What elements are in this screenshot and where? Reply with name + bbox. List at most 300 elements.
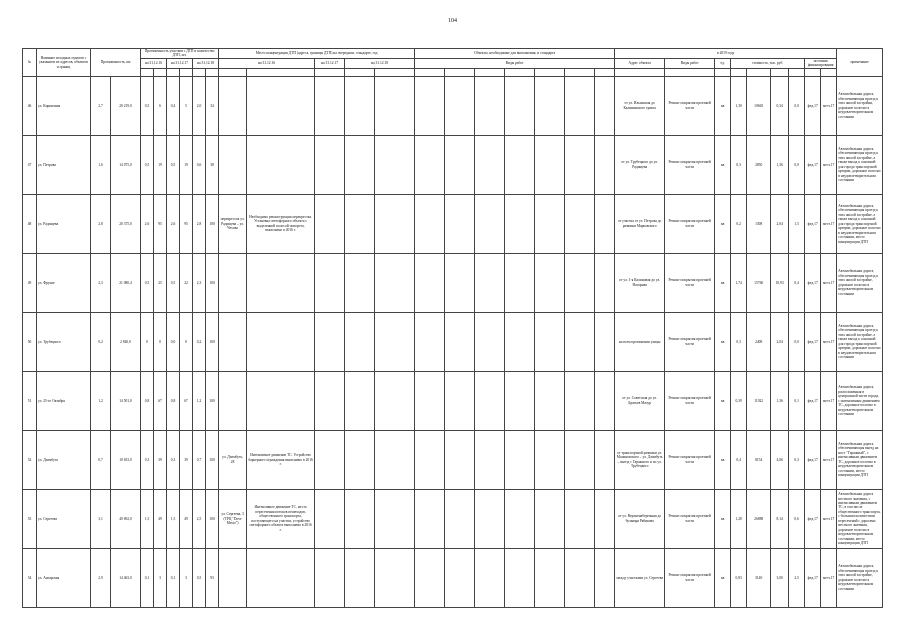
unit-cell: кв (715, 135, 731, 194)
object-address-cell: от ул. Советская до ул. Братьев Мазур (615, 371, 665, 430)
empty-cell (375, 135, 415, 194)
qty-1-cell: 1,74 (731, 253, 747, 312)
work-type-cell: Ремонт покрытия проезжей части (665, 76, 715, 135)
acc-1-cell: 0,5 (141, 253, 154, 312)
qty-3-cell: 10,93 (771, 253, 789, 312)
acc-3-cell: 0,8 (167, 371, 180, 430)
acc-2-cell: 67 (154, 371, 167, 430)
empty-cell (345, 253, 375, 312)
acc-4-cell: 5 (180, 76, 193, 135)
note-cell: Автомобильная дорога, обеспечивающая выезд на мост "Гаражный", с интенсивным движением ТС, дорожное полотно в неудовлетворительном состоянии, место концентрации ДТП (837, 430, 883, 489)
empty-cell (595, 430, 615, 489)
year-c-header: на 31.12.18 (193, 58, 219, 68)
empty-cell (565, 76, 595, 135)
empty-cell (445, 135, 475, 194)
acc-3-cell: 0,4 (167, 76, 180, 135)
length-cell: 2,7 (91, 76, 111, 135)
work-type-cell: Ремонт покрытия проезжей части (665, 312, 715, 371)
acc-6-cell: 34 (206, 76, 219, 135)
work-type-cell: Ремонт покрытия проезжей части (665, 548, 715, 607)
empty-cell (595, 135, 615, 194)
area-cell: 14 501,0 (111, 371, 141, 430)
qty-1-cell: 0,3 (731, 312, 747, 371)
finance-1-cell: фед.17 (805, 135, 821, 194)
dtp-place-cell: перекресток ул. Радищева – ул. Чехова (219, 194, 247, 253)
acc-4-cell: 19 (180, 135, 193, 194)
street-name-cell: ул. Кирпичная (37, 76, 91, 135)
qty-3-cell: 1,36 (771, 135, 789, 194)
street-name-cell: ул. Ангарская (37, 548, 91, 607)
table-row (23, 548, 883, 607)
qty-3-cell: 4,06 (771, 430, 789, 489)
qty-3-cell: 1,36 (771, 371, 789, 430)
empty-cell (475, 76, 505, 135)
row-number-cell: 50 (23, 312, 37, 371)
empty-cell (475, 548, 505, 607)
empty-cell (345, 489, 375, 548)
unit-cell: кв (715, 371, 731, 430)
dtp-measure-cell (247, 548, 315, 607)
acc-5-cell: 0,6 (193, 135, 206, 194)
table-row (23, 371, 883, 430)
unit-cell: кв (715, 548, 731, 607)
empty-cell (535, 312, 565, 371)
row-number-cell: 53 (23, 489, 37, 548)
empty-cell (315, 430, 345, 489)
note-cell: Автомобильная дорога, обеспечивающая проезд к этих жилой застройке, дорожное полотно в неудовлетворительном состоянии (837, 548, 883, 607)
dtp-place-cell (219, 312, 247, 371)
unit-cell: кв (715, 430, 731, 489)
empty-cell (445, 489, 475, 548)
dtp-place-cell (219, 135, 247, 194)
street-name-cell: ул. Трубецкого (37, 312, 91, 371)
empty-cell (375, 253, 415, 312)
row-number-cell: 51 (23, 371, 37, 430)
work-type-cell: Ремонт покрытия проезжей части (665, 194, 715, 253)
qty-1-cell: 1,30 (731, 76, 747, 135)
acc-6-cell: 100 (206, 489, 219, 548)
acc-2-cell: 0 (154, 312, 167, 371)
empty-cell (375, 371, 415, 430)
empty-cell (565, 548, 595, 607)
cost-header: стоимость, тыс. руб. (731, 58, 805, 68)
qty-2-cell: 10665 (747, 76, 771, 135)
acc-1-cell: 0 (141, 312, 154, 371)
empty-cell (505, 76, 535, 135)
acc-5-cell: 0,5 (193, 548, 206, 607)
note-cell: Автомобильная дорога, обеспечивающая проезд к этих жилой застройке, а также выход к основной для города транспортной артерии, дорожное полотно в неудовлетворительном состоянии (837, 312, 883, 371)
dtp-measure-cell (247, 371, 315, 430)
work-type-cell: Ремонт покрытия проезжей части (665, 371, 715, 430)
area-cell: 14 463,0 (111, 548, 141, 607)
page-number: 104 (448, 18, 457, 24)
empty-cell (315, 76, 345, 135)
empty-cell (345, 548, 375, 607)
object-address-cell: от ул. Верхненабережная до бульвара Рябикова (615, 489, 665, 548)
qty-3-cell: 2,04 (771, 194, 789, 253)
dtp-measure-cell (247, 76, 315, 135)
object-address-cell: от ул. 1-я Калиновая до ул. Нагорная (615, 253, 665, 312)
acc-3-cell: 1,5 (167, 489, 180, 548)
works-header: Виды работ (415, 58, 615, 68)
acc-2-cell: 49 (154, 489, 167, 548)
dtp-place-cell: ул. Сергеева, 3 (ТРЦ "Dove Mesto") (219, 489, 247, 548)
acc-5-cell: 2,3 (193, 253, 206, 312)
work-type-cell: Ремонт покрытия проезжей части (665, 430, 715, 489)
empty-cell (505, 430, 535, 489)
empty-cell (315, 253, 345, 312)
qty-2-cell: 15760 (747, 253, 771, 312)
acc-3-cell: 0,5 (167, 135, 180, 194)
dtp-measure-cell: Необходимо реконструкция перекрестка. Установка светофорного объекта с выделенной полосой поворота, выполнено в 2016 г. (247, 194, 315, 253)
acc-4-cell: 95 (180, 194, 193, 253)
row-number-cell: 48 (23, 194, 37, 253)
empty-cell (595, 371, 615, 430)
table-row (23, 489, 883, 548)
empty-cell (445, 312, 475, 371)
empty-cell (535, 548, 565, 607)
col-year-2019-header: в 2019 году (615, 49, 837, 59)
acc-4-cell: 67 (180, 371, 193, 430)
qty-2-cell: 26888 (747, 489, 771, 548)
qty-3-cell: 0,34 (771, 76, 789, 135)
qty-4-cell: 2,5 (789, 548, 805, 607)
empty-cell (505, 253, 535, 312)
measures-year-c-header: на 31.12.18 (345, 58, 415, 68)
empty-cell (595, 312, 615, 371)
acc-6-cell: 100 (206, 312, 219, 371)
finance-1-cell: фед.17 (805, 430, 821, 489)
empty-cell (535, 253, 565, 312)
length-cell: 2,3 (91, 253, 111, 312)
dtp-measure-cell (247, 135, 315, 194)
finance-2-cell: мест.17 (821, 135, 837, 194)
length-cell: 1,6 (91, 135, 111, 194)
acc-6-cell: 38 (206, 135, 219, 194)
empty-cell (505, 548, 535, 607)
street-name-cell: ул. Радищева (37, 194, 91, 253)
col-accidents-header: Протяженность участков с ДТП и количество ДТП, шт. (141, 49, 219, 59)
acc-1-cell: 0,5 (141, 76, 154, 135)
street-name-cell: ул. Сергеева (37, 489, 91, 548)
empty-cell (445, 253, 475, 312)
finance-1-cell: фед.17 (805, 194, 821, 253)
dtp-place-cell (219, 76, 247, 135)
empty-cell (445, 76, 475, 135)
works-2019-header: Виды работ (665, 58, 715, 68)
acc-4-cell: 0 (180, 312, 193, 371)
qty-3-cell: 2,04 (771, 312, 789, 371)
qty-4-cell: 0,3 (789, 430, 805, 489)
dtp-measure-cell: Интенсивное движение ТС, место пересечения потоков пешеходов, общественного транспорта, поступающего на участки, устройство светофорного объекта выполнено в 2016 г. (247, 489, 315, 548)
empty-cell (595, 548, 615, 607)
empty-cell (375, 430, 415, 489)
empty-cell (505, 312, 535, 371)
empty-cell (475, 135, 505, 194)
work-type-cell: Ремонт покрытия проезжей части (665, 135, 715, 194)
acc-3-cell: 0,1 (167, 548, 180, 607)
qty-2-cell: 8154 (747, 430, 771, 489)
acc-2-cell: 19 (154, 135, 167, 194)
empty-cell (415, 312, 445, 371)
acc-1-cell: 0,3 (141, 430, 154, 489)
table-row (23, 135, 883, 194)
table-row (23, 194, 883, 253)
finance-2-cell: мест.17 (821, 371, 837, 430)
qty-3-cell: 3,00 (771, 548, 789, 607)
area-cell: 40 692,0 (111, 489, 141, 548)
note-cell: Автомобильная дорога, обеспечивающая проезд к этих жилой застройке, а также выход к основной для города транспортной артерии, дорожное полотно в неудовлетворительном состоянии, место концентрации ДТП (837, 194, 883, 253)
empty-cell (445, 548, 475, 607)
acc-6-cell: 100 (206, 253, 219, 312)
empty-cell (565, 430, 595, 489)
empty-cell (315, 194, 345, 253)
finance-2-cell: мест.17 (821, 548, 837, 607)
empty-cell (565, 312, 595, 371)
col-density-header: Протяженность, км (91, 49, 141, 77)
note-cell: Автомобильная дорога, обеспечивающая проезд к этих жилой застройки, дорожное полотно в неудовлетворительном состоянии (837, 76, 883, 135)
empty-cell (595, 76, 615, 135)
area-cell: 21 080,4 (111, 253, 141, 312)
acc-3-cell: 0,5 (167, 253, 180, 312)
table-row (23, 253, 883, 312)
col-plan-header: Объекты, необходимые для выполнения, и стандарта (415, 49, 615, 59)
qty-2-cell: 3140 (747, 548, 771, 607)
table-row (23, 76, 883, 135)
measures-year-a-header: на 31.12.16 (219, 58, 315, 68)
area-cell: 14 075,0 (111, 135, 141, 194)
object-address-cell: от транспортной развязки ул. Малиновского – ул. Дзимбуть – выезд с Гаражного и по ул. Трубецкого (615, 430, 665, 489)
qty-1-cell: 0,3 (731, 135, 747, 194)
length-cell: 0,2 (91, 312, 111, 371)
empty-cell (505, 489, 535, 548)
empty-cell (595, 194, 615, 253)
dtp-measure-cell (247, 253, 315, 312)
empty-cell (565, 371, 595, 430)
area-cell: 20 375,0 (111, 194, 141, 253)
empty-cell (415, 253, 445, 312)
empty-cell (375, 194, 415, 253)
qty-4-cell: 1,5 (789, 194, 805, 253)
qty-4-cell: 0,6 (789, 489, 805, 548)
empty-cell (375, 312, 415, 371)
finance-1-cell: фед.17 (805, 76, 821, 135)
finance-2-cell: мест.17 (821, 253, 837, 312)
note-cell: Автомобильная дорога местного значения, с интенсивным движением ТС, в том числе общественного транспорта, с большим количеством пересечений с дорогами местного значения, дорожное полотно в неудовлетворительном состоянии, место концентрации ДТП (837, 489, 883, 548)
road-table-sheet (22, 48, 883, 616)
acc-4-cell: 3 (180, 548, 193, 607)
empty-cell (375, 76, 415, 135)
acc-5-cell: 2,8 (193, 194, 206, 253)
road-works-table (22, 48, 883, 608)
finance-2-cell: мест.17 (821, 430, 837, 489)
table-row (23, 430, 883, 489)
col-number-header: № (23, 49, 37, 77)
acc-6-cell: 100 (206, 430, 219, 489)
empty-cell (345, 430, 375, 489)
empty-cell (315, 548, 345, 607)
empty-cell (415, 135, 445, 194)
length-cell: 1,2 (91, 371, 111, 430)
empty-cell (315, 312, 345, 371)
qty-2-cell: 2408 (747, 312, 771, 371)
row-number-cell: 52 (23, 430, 37, 489)
finance-2-cell: мест.17 (821, 76, 837, 135)
empty-cell (475, 194, 505, 253)
finance-1-cell: фед.17 (805, 489, 821, 548)
acc-6-cell: 100 (206, 194, 219, 253)
acc-4-cell: 39 (180, 430, 193, 489)
empty-cell (565, 194, 595, 253)
work-type-cell: Ремонт покрытия проезжей части (665, 489, 715, 548)
qty-4-cell: 0,0 (789, 312, 805, 371)
acc-4-cell: 22 (180, 253, 193, 312)
dtp-place-cell (219, 548, 247, 607)
year-a-header: на 31.12.16 (141, 58, 167, 68)
finance-1-cell: фед.17 (805, 253, 821, 312)
finance-1-cell: фед.17 (805, 312, 821, 371)
acc-1-cell: 0,8 (141, 371, 154, 430)
object-address-cell: на всем протяжении улицы (615, 312, 665, 371)
empty-cell (315, 489, 345, 548)
qty-2-cell: 1308 (747, 194, 771, 253)
area-cell: 2 840,0 (111, 312, 141, 371)
empty-cell (475, 489, 505, 548)
object-address-cell: от участка от ул. Петрова до развязки Марковского (615, 194, 665, 253)
acc-1-cell: 2,6 (141, 194, 154, 253)
empty-cell (565, 489, 595, 548)
empty-cell (345, 371, 375, 430)
acc-1-cell: 0,1 (141, 548, 154, 607)
length-cell: 0,7 (91, 430, 111, 489)
empty-cell (535, 371, 565, 430)
note-cell: Автомобильная дорога, обеспечивающая проезд к этих жилой застройке, дорожное полотно в неудовлетворительном состоянии (837, 253, 883, 312)
note-cell: Автомобильная дорога, обеспечивающая проезд к этих жилой застройке, а также выход к основной для города транспортной артерии, дорожное полотно в неудовлетворительном состоянии (837, 135, 883, 194)
qty-4-cell: 0,4 (789, 253, 805, 312)
empty-cell (445, 371, 475, 430)
col-measures-header: Место концентрации ДТП (адреса, границы ДТП) на очередном, стандарте, год (219, 49, 415, 59)
acc-2-cell: 25 (154, 253, 167, 312)
dtp-measure-cell: Интенсивное движение ТС. Устройство барьерного ограждения выполнено в 2016 г. (247, 430, 315, 489)
acc-4-cell: 49 (180, 489, 193, 548)
qty-1-cell: 1,28 (731, 489, 747, 548)
address-header: Адрес объекта (615, 58, 665, 68)
empty-cell (375, 489, 415, 548)
acc-3-cell: 0,0 (167, 312, 180, 371)
empty-cell (595, 489, 615, 548)
acc-3-cell: 0,3 (167, 430, 180, 489)
acc-5-cell: 1,2 (193, 371, 206, 430)
finance-1-cell: фед.17 (805, 548, 821, 607)
acc-5-cell: 2,5 (193, 489, 206, 548)
empty-cell (595, 253, 615, 312)
unit-cell: кв (715, 312, 731, 371)
empty-cell (345, 312, 375, 371)
acc-2-cell: 95 (154, 194, 167, 253)
acc-2-cell: 6 (154, 76, 167, 135)
year-b-header: на 31.12.17 (167, 58, 193, 68)
acc-5-cell: 0,2 (193, 312, 206, 371)
empty-cell (535, 76, 565, 135)
finance-2-cell: мест.17 (821, 489, 837, 548)
measures-year-b-header: на 31.12.17 (315, 58, 345, 68)
finance-1-cell: фед.17 (805, 371, 821, 430)
street-name-cell: ул. Петрова (37, 135, 91, 194)
empty-cell (565, 253, 595, 312)
note-cell: Автомобильная дорога, расположенная в центральной части города, с интенсивным движением ТС, дорожное полотно в неудовлетворительном состоянии (837, 371, 883, 430)
empty-cell (345, 76, 375, 135)
qty-1-cell: 0,4 (731, 430, 747, 489)
empty-cell (505, 194, 535, 253)
qty-3-cell: 8,14 (771, 489, 789, 548)
empty-cell (565, 135, 595, 194)
empty-cell (415, 371, 445, 430)
length-cell: 2,9 (91, 548, 111, 607)
unit-cell: кв (715, 76, 731, 135)
street-name-cell: ул. Дзимбуть (37, 430, 91, 489)
finance-2-cell: мест.17 (821, 194, 837, 253)
empty-cell (375, 548, 415, 607)
empty-cell (475, 371, 505, 430)
length-cell: 2,8 (91, 194, 111, 253)
empty-cell (475, 253, 505, 312)
unit-cell: кв (715, 253, 731, 312)
acc-1-cell: 0,5 (141, 135, 154, 194)
area-cell: 20 219,0 (111, 76, 141, 135)
unit-cell: кв (715, 194, 731, 253)
acc-6-cell: 100 (206, 371, 219, 430)
work-type-cell: Ремонт покрытия проезжей части (665, 253, 715, 312)
table-body (23, 76, 883, 607)
area-cell: 10 653,0 (111, 430, 141, 489)
qty-2-cell: 11922 (747, 371, 771, 430)
empty-cell (415, 194, 445, 253)
qty-4-cell: 0,0 (789, 76, 805, 135)
empty-cell (505, 371, 535, 430)
qty-2-cell: 2850 (747, 135, 771, 194)
acc-2-cell: 3 (154, 548, 167, 607)
finance-2-cell: мест.17 (821, 312, 837, 371)
acc-3-cell: 2,6 (167, 194, 180, 253)
length-cell: 3,1 (91, 489, 111, 548)
empty-cell (415, 430, 445, 489)
dtp-place-cell: ул. Дзимбуть, 28 (219, 430, 247, 489)
empty-cell (475, 430, 505, 489)
empty-cell (415, 548, 445, 607)
qty-1-cell: 0,39 (731, 371, 747, 430)
empty-cell (445, 430, 475, 489)
empty-cell (475, 312, 505, 371)
dtp-place-cell (219, 253, 247, 312)
street-name-cell: ул. Фрунзе (37, 253, 91, 312)
row-number-cell: 49 (23, 253, 37, 312)
qty-4-cell: 0,0 (789, 135, 805, 194)
object-address-cell: между участками ул. Сергеева (615, 548, 665, 607)
dtp-measure-cell (247, 312, 315, 371)
source-header: источник финансирования (805, 58, 837, 68)
table-row (23, 312, 883, 371)
acc-5-cell: 0,7 (193, 430, 206, 489)
units-header: ед. (715, 58, 731, 68)
empty-cell (535, 135, 565, 194)
empty-cell (535, 430, 565, 489)
qty-1-cell: 0,2 (731, 194, 747, 253)
empty-cell (445, 194, 475, 253)
empty-cell (505, 135, 535, 194)
empty-cell (315, 135, 345, 194)
row-number-cell: 54 (23, 548, 37, 607)
empty-cell (415, 489, 445, 548)
